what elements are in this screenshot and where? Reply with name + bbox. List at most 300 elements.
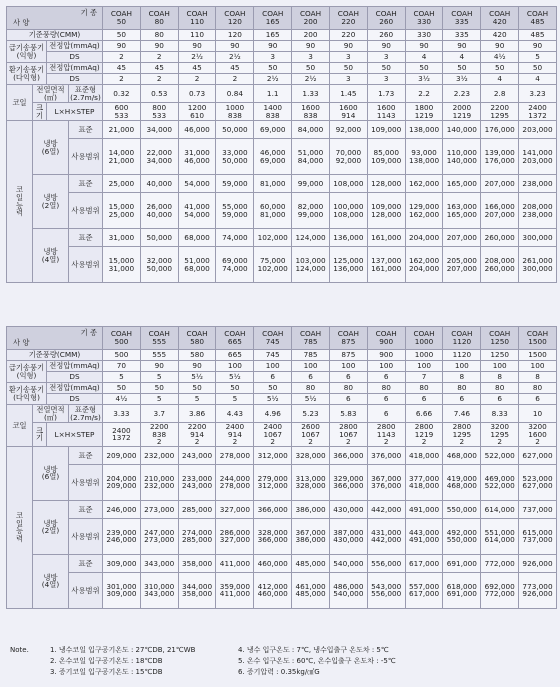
airflow-value: 420 [481,30,519,41]
size-value [481,423,519,447]
capacity-range-value [329,464,367,500]
cell-line: 2 [156,437,162,447]
label-line: 코 [15,185,24,195]
cell-line: 1143 [376,429,396,439]
label-line: 환기송풍기 [8,64,45,74]
cell-line: 232,000 [144,481,175,491]
table-row [7,52,557,63]
supply-static-pressure-value: 90 [519,41,557,52]
model-header [140,7,178,30]
model-header [443,327,481,350]
cell-line: 914 [227,429,242,439]
cell-line: 244,000 [219,473,250,483]
cell-line: 485,000 [295,589,326,599]
table-row [7,63,557,74]
cell-line: 556,000 [371,589,402,599]
cell-line: 1067 [263,429,283,439]
face-area-value: 7.46 [443,405,481,423]
table-row [7,423,557,447]
cell-line: 137,000 [371,255,402,265]
cell-line: 274,000 [181,527,213,537]
exhaust-ds-value: 6 [329,394,367,405]
cell-line: 51,000 [297,147,324,157]
supply-ds-value: 4½ [481,52,519,63]
exhaust-ds-value: 5 [178,394,216,405]
supply-fan-label [7,361,47,383]
cell-line: 25,000 [108,209,135,219]
capacity-range-value [405,464,443,500]
cell-line: 618,000 [446,581,477,591]
capacity-standard-value: 260,000 [481,229,519,247]
label-line: (㎡) [44,412,57,422]
supply-ds-label: DS [47,52,103,63]
face-area-value: 1.33 [292,85,330,103]
note-1: 1. 냉수코일 입구공기온도 : 27℃DB, 21℃WB [50,646,196,654]
supply-ds-value: 5 [140,372,178,383]
cell-line: 50,000 [146,263,173,273]
supply-static-pressure-value: 100 [329,361,367,372]
exhaust-static-pressure-value: 80 [405,383,443,394]
airflow-value: 555 [140,350,178,361]
airflow-value: 1120 [443,350,481,361]
cell-line: 615,000 [522,527,553,537]
supply-static-pressure-value: 90 [178,361,216,372]
label-line: 일 [15,192,24,202]
supply-static-pressure-value: 90 [140,361,178,372]
cell-line: 26,000 [146,201,173,211]
airflow-value: 200 [292,30,330,41]
airflow-value: 1250 [481,350,519,361]
model-header [178,7,216,30]
size-value [519,423,557,447]
capacity-range-value [178,247,216,283]
model-header [405,327,443,350]
cell-line: 32,000 [146,255,173,265]
cell-line: 176,000 [484,155,515,165]
cell-line: 210,000 [144,473,175,483]
cell-line: 200 [303,17,318,26]
table-row [7,121,557,139]
model-header [519,327,557,350]
cell-line: 60,000 [259,201,286,211]
capacity-range-value [367,193,405,229]
size-value [292,103,330,121]
cell-line: 838 [303,110,318,120]
cell-line: COAH [262,329,284,339]
cell-line: 2 [535,437,540,447]
size-spec-label: L×H×STEP [47,423,103,447]
exhaust-static-pressure-value: 50 [216,383,254,394]
cell-line: 92,000 [335,155,362,165]
label-line: (익형) [16,370,37,380]
cell-line: 207,000 [446,263,477,273]
cell-line: 469,000 [484,473,515,483]
supply-ds-value: 3 [329,52,367,63]
face-area-value: 10 [519,405,557,423]
spec-header-label: 사 양 [13,338,30,348]
cell-line: 461,000 [295,581,326,591]
face-area-value: 0.32 [103,85,141,103]
exhaust-ds-value: 5½ [254,394,292,405]
cooling-2-row-label [33,500,69,554]
model-header [481,327,519,350]
capacity-standard-value: 176,000 [481,121,519,139]
label-line: 급기송풍기 [8,42,45,52]
exhaust-fan-label [7,383,47,405]
cell-line: 329,000 [333,473,364,483]
exhaust-static-pressure-value: 50 [405,63,443,74]
cell-line: 103,000 [295,255,326,265]
supply-ds-value: 2½ [216,52,254,63]
exhaust-static-pressure-value: 80 [292,383,330,394]
cell-line: 442,000 [371,535,402,545]
cell-line: 627,000 [522,481,553,491]
exhaust-static-pressure-value: 45 [178,63,216,74]
capacity-standard-value: 522,000 [481,446,519,464]
size-label: 크기 [33,103,47,121]
supply-static-pressure-value: 100 [519,361,557,372]
cell-line: COAH [186,329,208,339]
capacity-standard-value: 204,000 [405,229,443,247]
exhaust-static-pressure-value: 50 [329,63,367,74]
capacity-range-value [443,572,481,608]
capacity-range-value [254,193,292,229]
exhaust-static-pressure-value: 45 [103,63,141,74]
label-line: (익형) [16,50,37,60]
cooling-6-row-label [33,446,69,500]
cell-line: 614,000 [484,535,515,545]
capacity-standard-value: 162,000 [405,175,443,193]
size-value [103,423,141,447]
airflow-label: 기준풍량(CMM) [7,350,103,361]
supply-static-pressure-value: 90 [367,41,405,52]
capacity-standard-value: 691,000 [443,554,481,572]
face-area-value: 6 [367,405,405,423]
cell-line: 1067 [339,429,358,439]
capacity-range-value [292,464,330,500]
supply-static-pressure-value: 90 [329,41,367,52]
cell-line: 491,000 [408,535,440,545]
capacity-range-value [216,518,254,554]
cell-line: 330 [417,17,431,26]
exhaust-ds-value: 3 [329,74,367,85]
face-area-value: 1.1 [254,85,292,103]
capacity-standard-value: 207,000 [443,229,481,247]
cell-line: 327,000 [219,535,250,545]
model-header-label: 기 종 [80,8,97,17]
cell-line: 129,000 [408,201,440,211]
standard-label: 표준 [69,554,103,572]
table-row [7,554,557,572]
capacity-standard-value: 34,000 [140,121,178,139]
supply-ds-value: 3 [254,52,292,63]
cell-line: 138,000 [408,155,440,165]
supply-ds-value: 6 [254,372,292,383]
exhaust-ds-value: 3½ [443,74,481,85]
capacity-standard-value: 442,000 [367,500,405,518]
table-row [7,41,557,52]
spec-header-label: 사 양 [13,18,30,28]
cell-line: 367,000 [295,527,326,537]
cell-line: 2200 [187,422,207,431]
exhaust-ds-value: 3½ [405,74,443,85]
capacity-range-value [367,464,405,500]
capacity-standard-value: 243,000 [178,446,216,464]
cell-line: 900 [379,337,394,346]
cell-line: 1372 [528,110,547,120]
cell-line: 2800 [376,422,396,431]
model-header [443,7,481,30]
cell-line: 418,000 [408,481,440,491]
cell-line: 2 [308,437,313,447]
supply-ds-value: 5½ [216,372,254,383]
supply-fan-label [7,41,47,63]
capacity-range-value [481,139,519,175]
cell-line: 691,000 [446,589,477,599]
label-line: 표준형 [74,404,97,414]
airflow-value: 335 [443,30,481,41]
face-area-value: 2.8 [481,85,519,103]
capacity-standard-value: 207,000 [481,175,519,193]
header-corner [7,327,103,350]
cell-line: 1295 [490,429,509,439]
cell-line: 208,000 [522,201,553,211]
label-line: 냉방 [43,246,58,256]
cell-line: 1800 [414,102,434,112]
cell-line: COAH [224,9,246,19]
cell-line: 85,000 [373,147,399,157]
cell-line: 247,000 [144,527,175,537]
supply-ds-value: 8 [519,372,557,383]
label-line: (2열) [41,526,60,536]
capacity-standard-value: 430,000 [329,500,367,518]
cell-line: 551,000 [484,527,515,537]
cell-line: 335 [454,17,469,26]
capacity-range-value [254,464,292,500]
capacity-standard-value: 238,000 [519,175,557,193]
capacity-standard-value: 161,000 [367,229,405,247]
table-row [7,139,557,157]
capacity-range-value [216,139,254,175]
airflow-value: 665 [216,350,254,361]
size-value [103,103,141,121]
capacity-range-value [405,518,443,554]
size-label: 크기 [33,423,47,447]
cell-line: 21,000 [108,155,135,165]
capacity-range-value [329,572,367,608]
cell-line: 124,000 [295,263,326,273]
exhaust-ds-value: 2 [178,74,216,85]
exhaust-ds-value: 6 [367,394,405,405]
face-area-value: 1.45 [329,85,367,103]
size-value [367,103,405,121]
capacity-standard-value: 109,000 [367,121,405,139]
cell-line: 15,000 [108,201,135,211]
capacity-standard-value: 102,000 [254,229,292,247]
cell-line: COAH [375,9,397,19]
label-line: (2열) [41,200,60,210]
cell-line: 68,000 [184,263,210,273]
exhaust-static-pressure-value: 50 [254,63,292,74]
supply-static-pressure-value: 100 [481,361,519,372]
supply-ds-value: 2 [103,52,141,63]
capacity-standard-value: 418,000 [405,446,443,464]
cell-line: 875 [341,337,356,346]
table-row [7,7,557,30]
supply-static-pressure-value: 70 [103,361,141,372]
cell-line: 2 [270,437,276,447]
capacity-range-value [481,464,519,500]
capacity-standard-value: 232,000 [140,446,178,464]
note-5: 5. 온수 입구온도 : 60℃, 온수입출구 온도차 : -5℃ [238,657,396,665]
notes-right-column [238,645,396,678]
capacity-range-value [103,193,141,229]
cell-line: 102,000 [257,263,288,273]
cell-line: 109,000 [371,155,402,165]
capacity-range-value [140,247,178,283]
capacity-standard-value: 386,000 [292,500,330,518]
cell-line: 260,000 [484,263,515,273]
capacity-range-value [519,193,557,229]
size-value [443,423,481,447]
cell-line: 367,000 [371,473,402,483]
model-header [367,327,405,350]
capacity-range-value [103,518,141,554]
cell-line: 359,000 [219,581,250,591]
capacity-range-value [254,139,292,175]
cell-line: 411,000 [219,589,250,599]
exhaust-static-pressure-value: 50 [367,63,405,74]
cell-line: 309,000 [106,589,137,599]
supply-ds-value: 3 [292,52,330,63]
model-header [292,7,330,30]
capacity-range-value [140,518,178,554]
table-row [7,85,557,103]
usage-range-label: 사용범위 [69,193,103,229]
cell-line: 540,000 [333,589,364,599]
cell-line: 343,000 [144,589,175,599]
capacity-range-value [254,247,292,283]
capacity-standard-value: 772,000 [481,554,519,572]
cell-line: 41,000 [184,201,210,211]
face-area-value: 1.73 [367,85,405,103]
exhaust-static-pressure-value: 50 [292,63,330,74]
cell-line: COAH [337,329,359,339]
label-line: (다익형) [13,392,40,402]
note-2: 2. 온수코일 입구공기온도 : 18℃DB [50,657,163,665]
cell-line: 1500 [528,337,547,346]
exhaust-ds-value: 3 [367,74,405,85]
cell-line: 692,000 [484,581,515,591]
cell-line: 165 [265,17,280,26]
cell-line: 377,000 [408,473,440,483]
capacity-standard-value: 54,000 [178,175,216,193]
cell-line: COAH [337,9,359,19]
exhaust-static-pressure-value: 50 [443,63,481,74]
capacity-standard-value: 124,000 [292,229,330,247]
model-header [103,327,141,350]
exhaust-ds-value: 2 [216,74,254,85]
capacity-range-value [103,247,141,283]
cell-line: COAH [148,329,170,339]
cell-line: 772,000 [484,589,515,599]
supply-static-pressure-value: 100 [405,361,443,372]
capacity-range-value [329,518,367,554]
airflow-value: 330 [405,30,443,41]
cell-line: 2000 [452,102,472,112]
capacity-standard-value: 99,000 [292,175,330,193]
standard-label: 표준 [69,121,103,139]
cell-line: 204,000 [106,473,137,483]
supply-static-pressure-label: 전정압(mmAq) [47,41,103,52]
cooling-6-row-label [33,121,69,175]
table-row [7,405,557,423]
cell-line: 366,000 [257,535,288,545]
capacity-standard-value: 617,000 [405,554,443,572]
cell-line: COAH [413,9,435,19]
capacity-standard-value: 460,000 [254,554,292,572]
cell-line: 278,000 [219,481,250,491]
exhaust-static-pressure-label: 전정압(mmAq) [47,63,103,74]
airflow-value: 50 [103,30,141,41]
capacity-standard-value: 273,000 [140,500,178,518]
usage-range-label: 사용범위 [69,247,103,283]
capacity-range-value [481,247,519,283]
label-line: 일 [15,518,24,528]
supply-ds-value: 2 [140,52,178,63]
standard-label: 표준 [69,229,103,247]
exhaust-ds-label: DS [47,394,103,405]
cell-line: 208,000 [484,255,515,265]
table-row [7,103,557,121]
airflow-value: 110 [178,30,216,41]
supply-ds-value: 8 [443,372,481,383]
capacity-standard-value: 556,000 [367,554,405,572]
supply-ds-value: 5 [103,372,141,383]
capacity-range-value [367,572,405,608]
capacity-range-value [216,193,254,229]
supply-static-pressure-value: 100 [443,361,481,372]
cell-line: 500 [114,337,129,346]
cell-line: 610 [190,110,205,120]
cell-line: COAH [375,329,397,339]
capacity-range-value [178,193,216,229]
size-value [254,423,292,447]
cell-line: 2600 [301,422,320,431]
capacity-label [7,446,33,608]
cell-line: COAH [526,9,549,19]
capacity-standard-value: 926,000 [519,554,557,572]
cell-line: 1600 [301,102,320,112]
usage-range-label: 사용범위 [69,572,103,608]
capacity-standard-value: 285,000 [178,500,216,518]
label-line: 력 [15,534,24,544]
cell-line: COAH [262,9,284,19]
supply-ds-value: 8 [481,372,519,383]
cell-line: 2 [421,437,427,447]
table-row [7,229,557,247]
cell-line: 486,000 [333,581,364,591]
capacity-range-value [216,464,254,500]
cell-line: 2400 [225,422,245,431]
usage-range-label: 사용범위 [69,518,103,554]
table-row [7,175,557,193]
cell-line: 120 [227,17,242,26]
cell-line: 773,000 [522,581,553,591]
capacity-standard-value: 737,000 [519,500,557,518]
usage-range-label: 사용범위 [69,139,103,175]
cell-line: 419,000 [446,473,477,483]
